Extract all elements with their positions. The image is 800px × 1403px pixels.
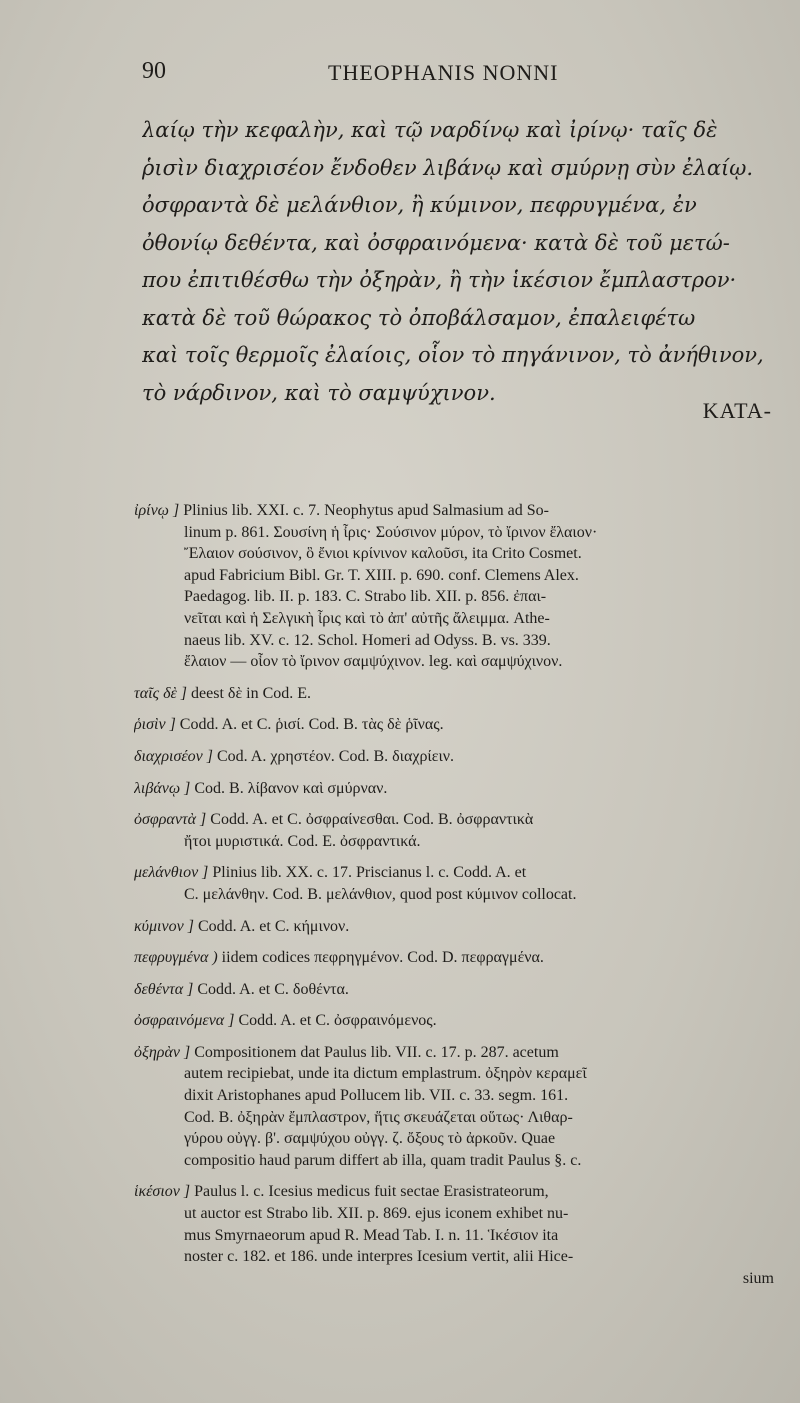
footnotes [134, 500, 784, 1299]
catchword: KATA- [702, 398, 772, 423]
note-text: Cod. B. λίβανον καὶ σμύρναν. [190, 779, 388, 797]
note-lemma: λιβάνῳ ] [134, 779, 191, 797]
footnote [134, 714, 784, 736]
note-text: Paedagog. lib. II. p. 183. C. Strabo lib. XII. p. 856. ἐπαι- [184, 588, 547, 606]
note-text: Plinius lib. XX. c. 17. Priscianus l. c. Codd. A. et [208, 864, 527, 882]
note-text: linum p. 861. Σουσίνη ἡ ἶρις· Σούσινον μύρον, τὸ ἴρινον ἔλαιον· [184, 523, 598, 541]
footnote [134, 500, 784, 673]
note-lemma: ταῖς δὲ ] [134, 684, 188, 702]
running-head: THEOPHANIS NONNI [328, 60, 559, 85]
note-text: noster c. 182. et 186. unde interpres Icesium vertit, alii Hice- [184, 1248, 574, 1266]
notes-catchword: sium [742, 1269, 774, 1287]
note-text: mus Smyrnaeorum apud R. Mead Tab. I. n. 11. Ἱκέσιον ita [184, 1226, 559, 1244]
note-lemma: ῥισὶν ] [134, 716, 176, 734]
main-text [142, 112, 772, 412]
note-text: deest δὲ in Cod. E. [187, 684, 312, 702]
footnote [134, 947, 784, 969]
note-lemma: ἰρίνῳ ] [134, 502, 180, 519]
page-header [142, 58, 762, 90]
main-text-line: που ἐπιτιθέσθω τὴν ὀξηρὰν, ἢ τὴν ἱκέσιον ἔμπλαστρον· [142, 268, 737, 292]
note-lemma: πεφρυγμένα ) [134, 949, 218, 967]
note-text: Plinius lib. XXI. c. 7. Neophytus apud Salmasium ad So- [179, 502, 549, 519]
note-text: νεῖται καὶ ἡ Σελγικὴ ἶρις καὶ τὸ ἀπ' αὐτῆς ἄλειμμα. Athe- [184, 609, 550, 627]
footnote [134, 1042, 784, 1172]
footnote [134, 979, 784, 1001]
note-lemma: δεθέντα ] [134, 980, 194, 998]
note-text: C. μελάνθην. Cod. B. μελάνθιον, quod post κύμινον collocat. [184, 885, 577, 903]
main-text-line: ῥισὶν διαχρισέον ἔνδοθεν λιβάνῳ καὶ σμύρνῃ σὺν ἐλαίῳ. [142, 155, 754, 180]
note-text: Cod. B. ὀξηρὰν ἔμπλαστρον, ἥτις σκευάζεται οὕτως· Λιθαρ- [184, 1108, 573, 1126]
main-text-line: ὀθονίῳ δεθέντα, καὶ ὀσφραινόμενα· κατὰ δὲ τοῦ μετώ- [142, 230, 730, 255]
note-lemma: ἱκέσιον ] [134, 1183, 191, 1201]
main-text-line: καὶ τοῖς θερμοῖς ἐλαίοις, οἷον τὸ πηγάνινον, τὸ ἀνήθινον, [142, 343, 764, 367]
note-text: ἔλαιον — οἷον τὸ ἴρινον σαμψύχινον. leg. καὶ σαμψύχινον. [184, 653, 563, 671]
note-text: Codd. A. et C. ὀσφραίνεσθαι. Cod. B. ὀσφραντικὰ [206, 811, 534, 829]
footnote [134, 862, 784, 905]
note-lemma: ὀσφραινόμενα ] [134, 1012, 235, 1030]
main-text-line: κατὰ δὲ τοῦ θώρακος τὸ ὀποβάλσαμον, ἐπαλειφέτω [142, 305, 696, 330]
note-text: ut auctor est Strabo lib. XII. p. 869. ejus iconem exhibet nu- [184, 1205, 569, 1223]
note-text: Cod. A. χρηστέον. Cod. B. διαχρίειν. [212, 747, 454, 765]
note-text: autem recipiebat, unde ita dictum emplastrum. ὀξηρὸν κεραμεῖ [184, 1065, 587, 1083]
footnote [134, 916, 784, 938]
note-text: apud Fabricium Bibl. Gr. T. XIII. p. 690. conf. Clemens Alex. [184, 566, 579, 584]
page-number: 90 [142, 58, 166, 84]
footnote [134, 746, 784, 768]
note-text: iidem codices πεφρηγμένον. Cod. D. πεφραγμένα. [217, 949, 544, 967]
note-lemma: ὀσφραντὰ ] [134, 811, 207, 829]
main-text-line: ὀσφραντὰ δὲ μελάνθιον, ἢ κύμινον, πεφρυγμένα, ἐν [142, 193, 697, 217]
note-text: naeus lib. XV. c. 12. Schol. Homeri ad Odyss. B. vs. 339. [184, 631, 551, 649]
note-text: γύρου οὐγγ. β'. σαμψύχου οὐγγ. ζ. ὄξους τὸ ἀρκοῦν. Quae [184, 1130, 556, 1148]
note-text: Codd. A. et C. ῥισί. Cod. B. τὰς δὲ ῥῖνας. [175, 716, 444, 734]
footnote [134, 809, 784, 852]
note-text: compositio haud parum differt ab illa, quam tradit Paulus §. c. [184, 1151, 582, 1169]
note-text: Codd. A. et C. δοθέντα. [193, 980, 349, 998]
note-text: Paulus l. c. Icesius medicus fuit sectae Erasistrateorum, [190, 1183, 549, 1201]
note-lemma: ὀξηρὰν ] [134, 1043, 191, 1061]
main-text-line: τὸ νάρδινον, καὶ τὸ σαμψύχινον. [142, 380, 496, 405]
note-text: Ἔλαιον σούσινον, ὃ ἔνιοι κρίνινον καλοῦσι, ita Crito Cosmet. [184, 545, 582, 563]
main-text-line: λαίῳ τὴν κεφαλὴν, καὶ τῷ ναρδίνῳ καὶ ἰρίνῳ· ταῖς δὲ [142, 118, 718, 142]
footnote [134, 1181, 784, 1289]
note-text: ἤτοι μυριστικά. Cod. E. ὀσφραντικά. [184, 832, 421, 850]
note-lemma: μελάνθιον ] [134, 864, 209, 882]
note-text: Codd. A. et C. ὀσφραινόμενος. [234, 1012, 437, 1030]
footnote [134, 683, 784, 705]
note-text: dixit Aristophanes apud Pollucem lib. VII. c. 33. segm. 161. [184, 1087, 569, 1105]
note-lemma: διαχρισέον ] [134, 747, 213, 765]
note-text: Compositionem dat Paulus lib. VII. c. 17. p. 287. acetum [190, 1043, 559, 1061]
footnote [134, 1010, 784, 1032]
note-lemma: κύμινον ] [134, 917, 194, 935]
note-text: Codd. A. et C. κήμινον. [193, 917, 350, 935]
footnote [134, 778, 784, 800]
